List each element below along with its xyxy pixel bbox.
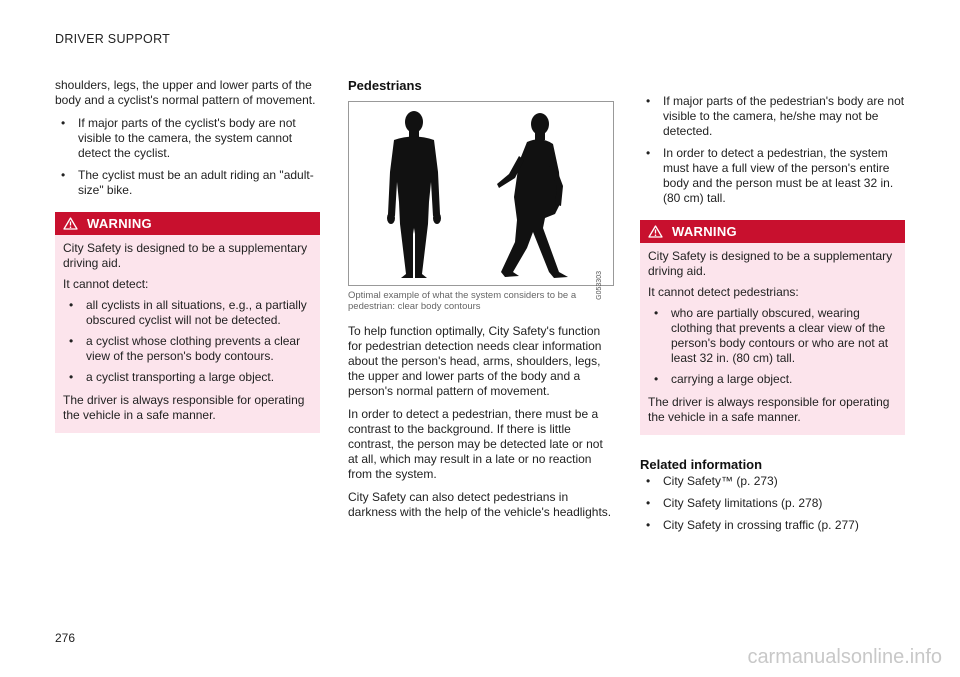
warning-text: It cannot detect pedestrians:	[648, 285, 799, 299]
warning-bullet-list	[63, 298, 312, 385]
list-item: • all cyclists in all situations, e.g., a partially obscured cyclist will not be detected.	[63, 298, 312, 328]
figure-caption: Optimal example of what the system considers to be a pedestrian: clear body contours	[348, 290, 577, 312]
warning-title: WARNING	[87, 216, 152, 231]
list-item: • In order to detect a pedestrian, the system must have a full view of the person's entire body and the person must be at least 32 in. (80 cm) tall.	[640, 146, 905, 206]
warning-bullet-list	[648, 306, 897, 387]
pedestrian-bullet-list	[640, 94, 905, 206]
warning-header	[55, 212, 320, 235]
warning-title: WARNING	[672, 224, 737, 239]
column-middle	[348, 78, 613, 528]
warning-triangle-icon	[648, 225, 663, 238]
warning-body	[640, 243, 905, 425]
body-text: City Safety can also detect pedestrians in darkness with the help of the vehicle's headlights.	[348, 490, 612, 519]
warning-text: City Safety is designed to be a supplementary driving aid.	[648, 249, 893, 278]
list-item: • If major parts of the cyclist's body are not visible to the camera, the system cannot detect the cyclist.	[55, 116, 320, 161]
column-left	[55, 78, 320, 433]
list-item: • a cyclist whose clothing prevents a clear view of the person's body contours.	[63, 334, 312, 364]
warning-triangle-icon	[63, 217, 78, 230]
list-item: • If major parts of the pedestrian's body are not visible to the camera, he/she may not be detected.	[640, 94, 905, 139]
warning-text: The driver is always responsible for operating the vehicle in a safe manner.	[63, 393, 305, 422]
page-number: 276	[55, 631, 76, 645]
body-text: In order to detect a pedestrian, there must be a contrast to the background. If there is little contrast, the person may be detected late or not at all, which may result in a late or no reaction from the system.	[348, 407, 603, 481]
column-right	[640, 94, 905, 541]
warning-box-pedestrians	[640, 220, 905, 435]
pedestrian-silhouette-illustration	[349, 102, 613, 285]
related-link-city-safety[interactable]: • City Safety™ (p. 273)	[640, 474, 905, 489]
related-information-heading: Related information	[640, 457, 763, 472]
warning-text: The driver is always responsible for operating the vehicle in a safe manner.	[648, 395, 890, 424]
list-item: • The cyclist must be an adult riding an "adult-size" bike.	[55, 168, 320, 198]
pedestrians-heading: Pedestrians	[348, 78, 422, 93]
cyclist-bullet-list	[55, 116, 320, 198]
warning-box-cyclists	[55, 212, 320, 433]
watermark: carmanualsonline.info	[747, 646, 942, 668]
list-item: • who are partially obscured, wearing clothing that prevents a clear view of the person's body contours or who are not at least 32 in. (80 cm) tall.	[648, 306, 897, 366]
warning-text: City Safety is designed to be a supplementary driving aid.	[63, 241, 308, 270]
warning-body	[55, 235, 320, 423]
related-link-crossing-traffic[interactable]: • City Safety in crossing traffic (p. 277)	[640, 518, 905, 533]
warning-header	[640, 220, 905, 243]
list-item: • a cyclist transporting a large object.	[63, 370, 312, 385]
section-header: DRIVER SUPPORT	[55, 32, 171, 46]
figure-code: G053303	[596, 271, 603, 300]
related-links-list	[640, 474, 905, 533]
intro-text: shoulders, legs, the upper and lower parts of the body and a cyclist's normal pattern of movement.	[55, 78, 316, 107]
pedestrian-figure	[348, 101, 614, 300]
body-text: To help function optimally, City Safety's function for pedestrian detection needs clear information about the person's head, arms, shoulders, legs, the upper and lower parts of the body and a person's normal pattern of movement.	[348, 324, 602, 398]
related-link-limitations[interactable]: • City Safety limitations (p. 278)	[640, 496, 905, 511]
warning-text: It cannot detect:	[63, 277, 149, 291]
list-item: • carrying a large object.	[648, 372, 897, 387]
